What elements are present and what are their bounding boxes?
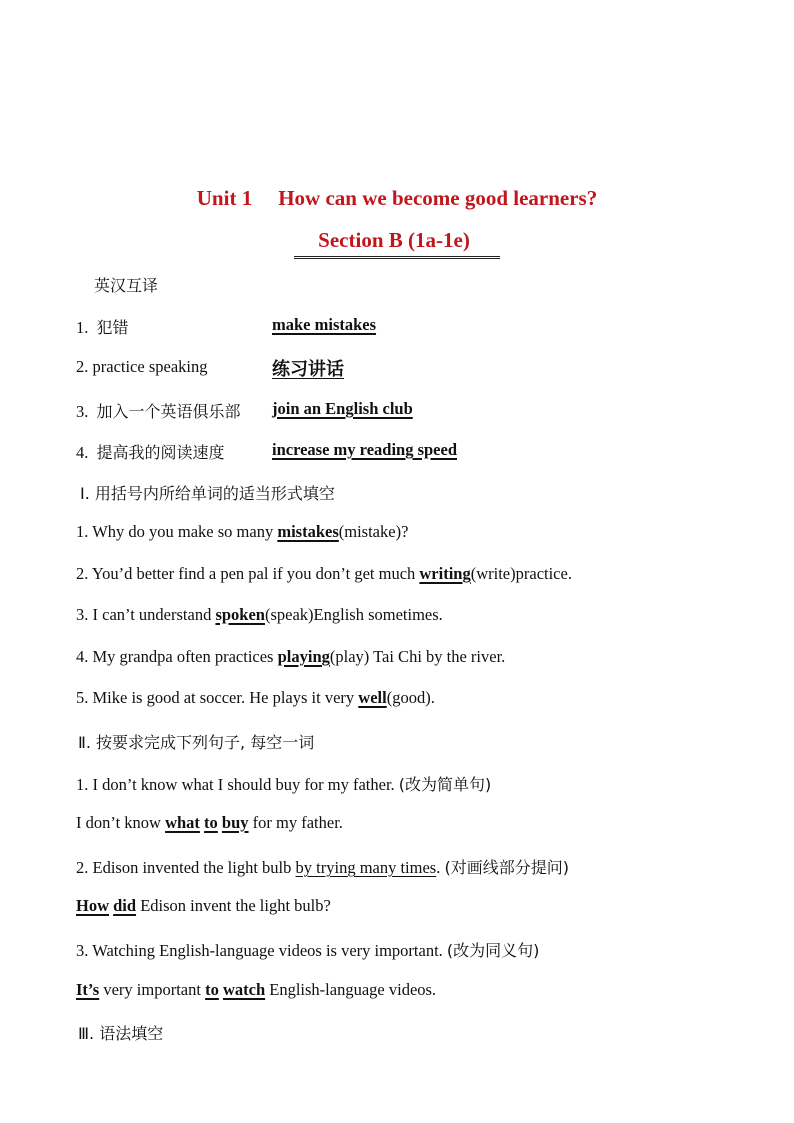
sentence-text: (write)practice.: [470, 564, 572, 583]
underlined-phrase: by trying many times: [295, 858, 437, 877]
part1-item-3: [76, 605, 443, 625]
sentence-text: (mistake)?: [338, 522, 409, 541]
sentence-text: (good).: [386, 688, 435, 707]
vocab-num: 2.: [76, 357, 89, 376]
part1-heading: Ⅰ. 用括号内所给单词的适当形式填空: [80, 484, 335, 503]
part2-heading: Ⅱ. 按要求完成下列句子, 每空一词: [78, 733, 315, 752]
part1-item-4: [76, 647, 505, 667]
section-title: [0, 228, 794, 259]
instruction-note: (改为简单句): [398, 775, 492, 794]
vocab-item-3: [76, 399, 241, 422]
vocab-answer-1: [272, 315, 376, 335]
sentence-text: for my father.: [248, 813, 343, 832]
part2-answer-3: [76, 980, 436, 1000]
answer-word: How: [76, 896, 109, 915]
sentence-text: 4. My grandpa often practices: [76, 647, 278, 666]
answer-word: buy: [221, 813, 249, 832]
vocab-num: 4.: [76, 443, 89, 462]
vocab-answer-2: [272, 355, 344, 381]
instruction-note: (改为同义句): [446, 941, 540, 960]
part2-answer-2: [76, 896, 331, 916]
answer-word: writing: [419, 564, 471, 583]
sentence-text: (play) Tai Chi by the river.: [329, 647, 506, 666]
unit-topic: How can we become good learners?: [278, 186, 598, 210]
vocab-item-1: [76, 315, 129, 338]
vocab-item-4: [76, 440, 225, 463]
vocab-answer-3: [272, 399, 413, 419]
sentence-text: I don’t know: [76, 813, 166, 832]
part2-answer-1: [76, 813, 343, 833]
vocab-answer-4: [272, 440, 457, 460]
vocab-answer-text: join an English club: [272, 399, 413, 418]
vocab-prompt: practice speaking: [92, 357, 208, 376]
sentence-text: .: [436, 858, 445, 877]
sentence-text: 2. Edison invented the light bulb: [76, 858, 296, 877]
instruction-note: (对画线部分提问): [444, 858, 569, 877]
sentence-text: English-language videos.: [265, 980, 437, 999]
answer-word: to: [205, 980, 219, 999]
answer-word: playing: [277, 647, 330, 666]
answer-word: to: [204, 813, 218, 832]
sentence-text: 1. I don’t know what I should buy for my father.: [76, 775, 399, 794]
part1-item-1: [76, 522, 408, 542]
part2-question-3: [76, 938, 539, 961]
sentence-text: very important: [99, 980, 206, 999]
vocab-num: 1.: [76, 318, 89, 337]
part2-question-2: [76, 855, 569, 878]
part1-item-5: [76, 688, 435, 708]
sentence-text: 1. Why do you make so many: [76, 522, 278, 541]
part3-heading: Ⅲ. 语法填空: [78, 1024, 164, 1043]
sentence-text: Edison invent the light bulb?: [136, 896, 331, 915]
answer-word: mistakes: [277, 522, 339, 541]
answer-word: well: [358, 688, 387, 707]
answer-word: did: [113, 896, 137, 915]
part1-item-2: [76, 564, 572, 584]
sentence-text: (speak)English sometimes.: [264, 605, 443, 624]
answer-word: spoken: [215, 605, 265, 624]
vocab-heading: 英汉互译: [94, 276, 159, 295]
vocab-item-2: [76, 357, 207, 377]
vocab-prompt: 犯错: [96, 318, 129, 337]
vocab-answer-text: make mistakes: [272, 315, 377, 334]
vocab-prompt: 提高我的阅读速度: [96, 443, 225, 462]
sentence-text: 3. Watching English-language videos is very important.: [76, 941, 447, 960]
sentence-text: 3. I can’t understand: [76, 605, 216, 624]
vocab-answer-text: increase my reading speed: [272, 440, 458, 459]
unit-title: [0, 186, 794, 211]
vocab-answer-text: 练习讲话: [272, 359, 344, 380]
answer-word: watch: [222, 980, 266, 999]
answer-word: It’s: [76, 980, 100, 999]
vocab-num: 3.: [76, 402, 89, 421]
answer-word: what: [165, 813, 200, 832]
sentence-text: 5. Mike is good at soccer. He plays it very: [76, 688, 359, 707]
sentence-text: 2. You’d better find a pen pal if you don’t get much: [76, 564, 420, 583]
unit-label: Unit 1: [196, 186, 253, 210]
part2-question-1: [76, 772, 491, 795]
vocab-prompt: 加入一个英语俱乐部: [96, 402, 241, 421]
section-label: Section B (1a-1e): [294, 228, 500, 259]
